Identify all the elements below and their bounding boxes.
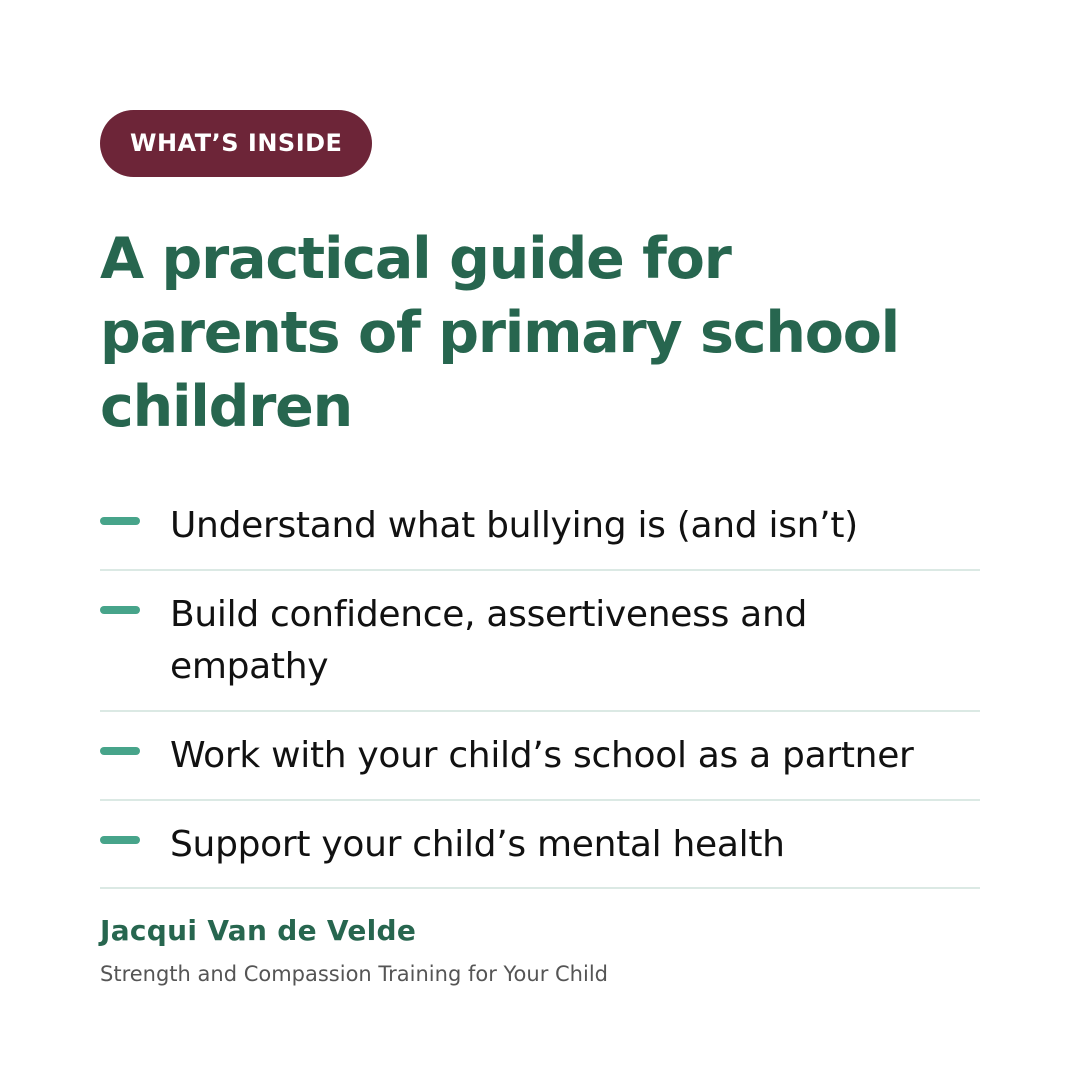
benefit-text <box>170 819 980 871</box>
page-title-line-3: children <box>100 374 352 440</box>
benefit-line: Support your child’s mental health <box>170 824 785 865</box>
dash-icon <box>100 836 140 844</box>
author-name: Jacqui Van de Velde <box>100 914 417 947</box>
divider <box>100 710 980 712</box>
author-tagline: Strength and Compassion Training for Your Child <box>100 962 608 986</box>
benefit-line: Work with your child’s school as a partner <box>170 735 914 776</box>
divider <box>100 887 980 889</box>
benefit-text <box>170 500 980 552</box>
page-title <box>100 222 1000 444</box>
page-title-line-2: parents of primary school <box>100 300 900 366</box>
benefit-line: Understand what bullying is (and isn’t) <box>170 505 858 546</box>
benefit-line: Build confidence, assertiveness and <box>170 594 808 635</box>
whats-inside-badge: WHAT’S INSIDE <box>100 110 372 177</box>
divider <box>100 569 980 571</box>
dash-icon <box>100 606 140 614</box>
benefit-text <box>170 589 980 693</box>
benefit-text <box>170 730 980 782</box>
dash-icon <box>100 517 140 525</box>
page-title-line-1: A practical guide for <box>100 226 731 292</box>
dash-icon <box>100 747 140 755</box>
benefit-line: empathy <box>170 646 329 687</box>
divider <box>100 799 980 801</box>
